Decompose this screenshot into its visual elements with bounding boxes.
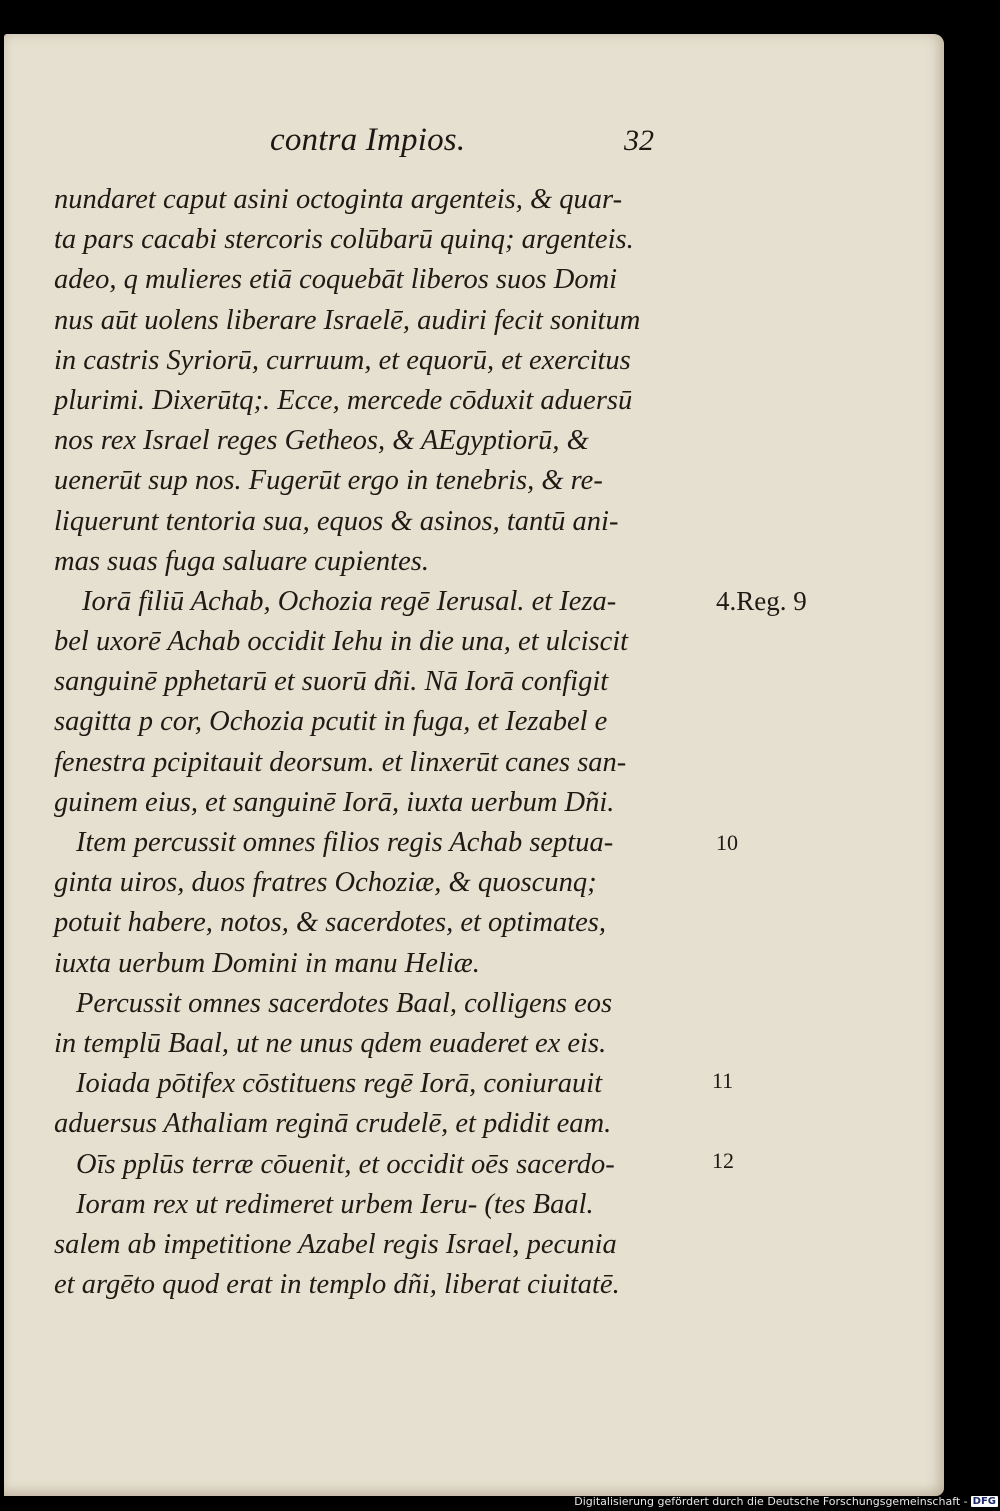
text-line: ta pars cacabi stercoris colūbarū quinq; argenteis.	[54, 224, 634, 256]
digitization-footer	[574, 1495, 998, 1508]
text-line: potuit habere, notos, & sacerdotes, et optimates,	[54, 907, 606, 939]
text-line: sanguinē pphetarū et suorū dñi. Nā Iorā configit	[54, 666, 609, 698]
text-line: Oīs pplūs terræ cōuenit, et occidit oēs sacerdo-	[76, 1148, 615, 1180]
text-line: Ioram rex ut redimeret urbem Ieru- (tes Baal.	[76, 1188, 594, 1220]
text-line: uenerūt sup nos. Fugerūt ergo in tenebris, & re-	[54, 465, 603, 497]
text-line: et argēto quod erat in templo dñi, liberat ciuitatē.	[54, 1269, 620, 1301]
page-header	[4, 122, 944, 162]
text-line: Percussit omnes sacerdotes Baal, colligens eos	[76, 987, 613, 1019]
text-line: guinem eius, et sanguinē Iorā, iuxta uerbum Dñi.	[54, 786, 615, 818]
margin-note-12: 12	[712, 1148, 734, 1173]
footer-text: Digitalisierung gefördert durch die Deutsche Forschungsgemeinschaft -	[574, 1495, 968, 1508]
text-line: Iorā filiū Achab, Ochozia regē Ierusal. et Ieza-	[82, 585, 617, 617]
text-line: aduersus Athaliam reginā crudelē, et pdidit eam.	[54, 1108, 612, 1140]
text-line: nos rex Israel reges Getheos, & AEgyptiorū, &	[54, 425, 589, 457]
book-page	[4, 34, 944, 1496]
running-title: contra Impios.	[270, 122, 466, 158]
text-line: adeo, q mulieres etiā coquebāt liberos suos Domi	[54, 264, 618, 296]
folio-number: 32	[624, 124, 654, 157]
text-line: bel uxorē Achab occidit Iehu in die una, et ulciscit	[54, 626, 629, 658]
text-line: fenestra pcipitauit deorsum. et linxerūt canes san-	[54, 746, 627, 778]
text-line: plurimi. Dixerūtq;. Ecce, mercede cōduxit aduersū	[54, 384, 633, 416]
margin-note-11: 11	[712, 1068, 734, 1093]
text-line: Ioiada pōtifex cōstituens regē Iorā, coniurauit	[76, 1068, 603, 1100]
text-line: sagitta p cor, Ochozia pcutit in fuga, et Iezabel e	[54, 706, 608, 738]
body-text	[54, 180, 734, 1305]
margin-note-10: 10	[716, 830, 738, 855]
text-line: ginta uiros, duos fratres Ochoziæ, & quoscunq;	[54, 867, 597, 899]
text-line: nus aūt uolens liberare Israelē, audiri fecit sonitum	[54, 304, 641, 336]
text-line: in castris Syriorū, curruum, et equorū, et exercitus	[54, 344, 631, 376]
text-line: iuxta uerbum Domini in manu Heliæ.	[54, 947, 480, 979]
text-line: salem ab impetitione Azabel regis Israel, pecunia	[54, 1228, 617, 1260]
text-line: liquerunt tentoria sua, equos & asinos, tantū ani-	[54, 505, 619, 537]
margin-note-reg: 4.Reg. 9	[716, 586, 807, 616]
dfg-logo: DFG	[972, 1496, 996, 1507]
text-line: in templū Baal, ut ne unus qdem euaderet ex eis.	[54, 1027, 607, 1059]
text-line: nundaret caput asini octoginta argenteis, & quar-	[54, 184, 623, 215]
text-line: Item percussit omnes filios regis Achab septua-	[76, 827, 614, 858]
text-line: mas suas fuga saluare cupientes.	[54, 545, 429, 577]
